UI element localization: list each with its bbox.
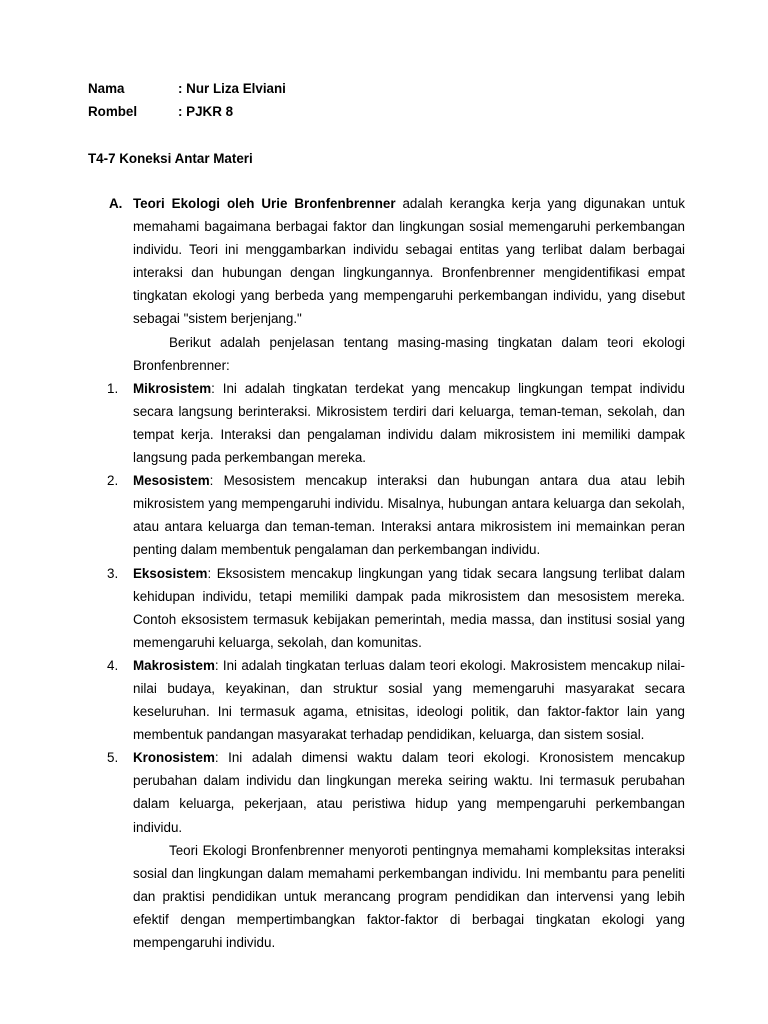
rombel-label: Rombel: [88, 104, 138, 119]
rombel-value: : PJKR 8: [178, 104, 234, 119]
list-number: 4.: [107, 657, 119, 673]
document-body: [107, 192, 685, 954]
list-number: 5.: [107, 750, 119, 766]
list-number: 2.: [107, 473, 119, 489]
list-number: 1.: [107, 380, 119, 396]
list-item: [107, 469, 685, 561]
section-a-lead-bold: Teori Ekologi oleh Urie Bronfenbrenner: [133, 196, 396, 211]
conclusion-paragraph: [107, 839, 685, 954]
section-a-lead-text: adalah kerangka kerja yang digunakan untuk memahami bagaimana berbagai faktor dan lingkungan sosial memengaruhi perkembangan individu. Teori ini menggambarkan individu sebagai entitas yang terlibat dalam berbagai interaksi dan hubungan dengan lingkungannya. Bronfenbrenner mengidentifikasi empat tingkatan ekologi yang berbeda yang mempengaruhi perkembangan individu, yang disebut sebagai "sistem berjenjang.": [133, 196, 685, 327]
list-item: [107, 562, 685, 654]
name-value: : Nur Liza Elviani: [178, 81, 286, 96]
list-number: 3.: [107, 565, 119, 581]
section-a-intro-text: Berikut adalah penjelasan tentang masing-masing tingkatan dalam teori ekologi Bronfenbrenner:: [133, 334, 685, 373]
list-text: : Ini adalah tingkatan terluas dalam teori ekologi. Makrosistem mencakup nilai-nilai budaya, keyakinan, dan struktur sosial yang memengaruhi masyarakat secara keseluruhan. Ini termasuk agama, etnisitas, ideologi politik, dan faktor-faktor lain yang membentuk pandangan masyarakat terhadap pendidikan, keluarga, dan sistem sosial.: [133, 657, 685, 743]
rombel-row: [88, 104, 233, 120]
document-title: T4-7 Koneksi Antar Materi: [88, 151, 253, 166]
list-term: Mikrosistem: [133, 380, 212, 396]
list-term: Eksosistem: [133, 565, 208, 581]
conclusion-text: Teori Ekologi Bronfenbrenner menyoroti pentingnya memahami kompleksitas interaksi sosial dan lingkungan dalam memahami perkembangan individu. Ini membantu para peneliti dan praktisi pendidikan untuk merancang program pendidikan dan intervensi yang lebih efektif dengan mempertimbangkan faktor-faktor di berbagai tingkatan ekologi yang mempengaruhi individu.: [133, 842, 685, 950]
list-term: Makrosistem: [133, 657, 215, 673]
name-row: [88, 81, 286, 97]
section-a-intro: [107, 331, 685, 377]
list-term: Kronosistem: [133, 750, 215, 766]
section-a-paragraph: [107, 192, 685, 331]
section-a-marker: A.: [109, 196, 123, 211]
list-text: : Ini adalah tingkatan terdekat yang mencakup lingkungan tempat individu secara langsung berinteraksi. Mikrosistem terdiri dari keluarga, teman-teman, sekolah, dan tempat kerja. Interaksi dan pengalaman individu dalam mikrosistem ini memiliki dampak langsung pada perkembangan mereka.: [133, 380, 685, 466]
list-text: : Eksosistem mencakup lingkungan yang tidak secara langsung terlibat dalam kehidupan individu, tetapi memiliki dampak pada mikrosistem dan mesosistem mereka. Contoh eksosistem termasuk kebijakan pemerintah, media massa, dan institusi sosial yang memengaruhi keluarga, sekolah, dan komunitas.: [133, 565, 685, 650]
name-label: Nama: [88, 81, 125, 96]
list-term: Mesosistem: [133, 473, 210, 489]
list-text: : Mesosistem mencakup interaksi dan hubungan antara dua atau lebih mikrosistem yang mempengaruhi individu. Misalnya, hubungan antara keluarga dan sekolah, atau antara keluarga dan teman-teman. Interaksi antara mikrosistem ini memainkan peran penting dalam membentuk pengalaman dan perkembangan individu.: [133, 473, 685, 558]
list-item: [107, 654, 685, 746]
list-text: : Ini adalah dimensi waktu dalam teori ekologi. Kronosistem mencakup perubahan dalam individu dan lingkungan mereka seiring waktu. Ini termasuk perubahan dalam keluarga, pekerjaan, atau peristiwa hidup yang mempengaruhi perkembangan individu.: [133, 750, 685, 835]
list-item: [107, 377, 685, 469]
list-item: [107, 746, 685, 838]
